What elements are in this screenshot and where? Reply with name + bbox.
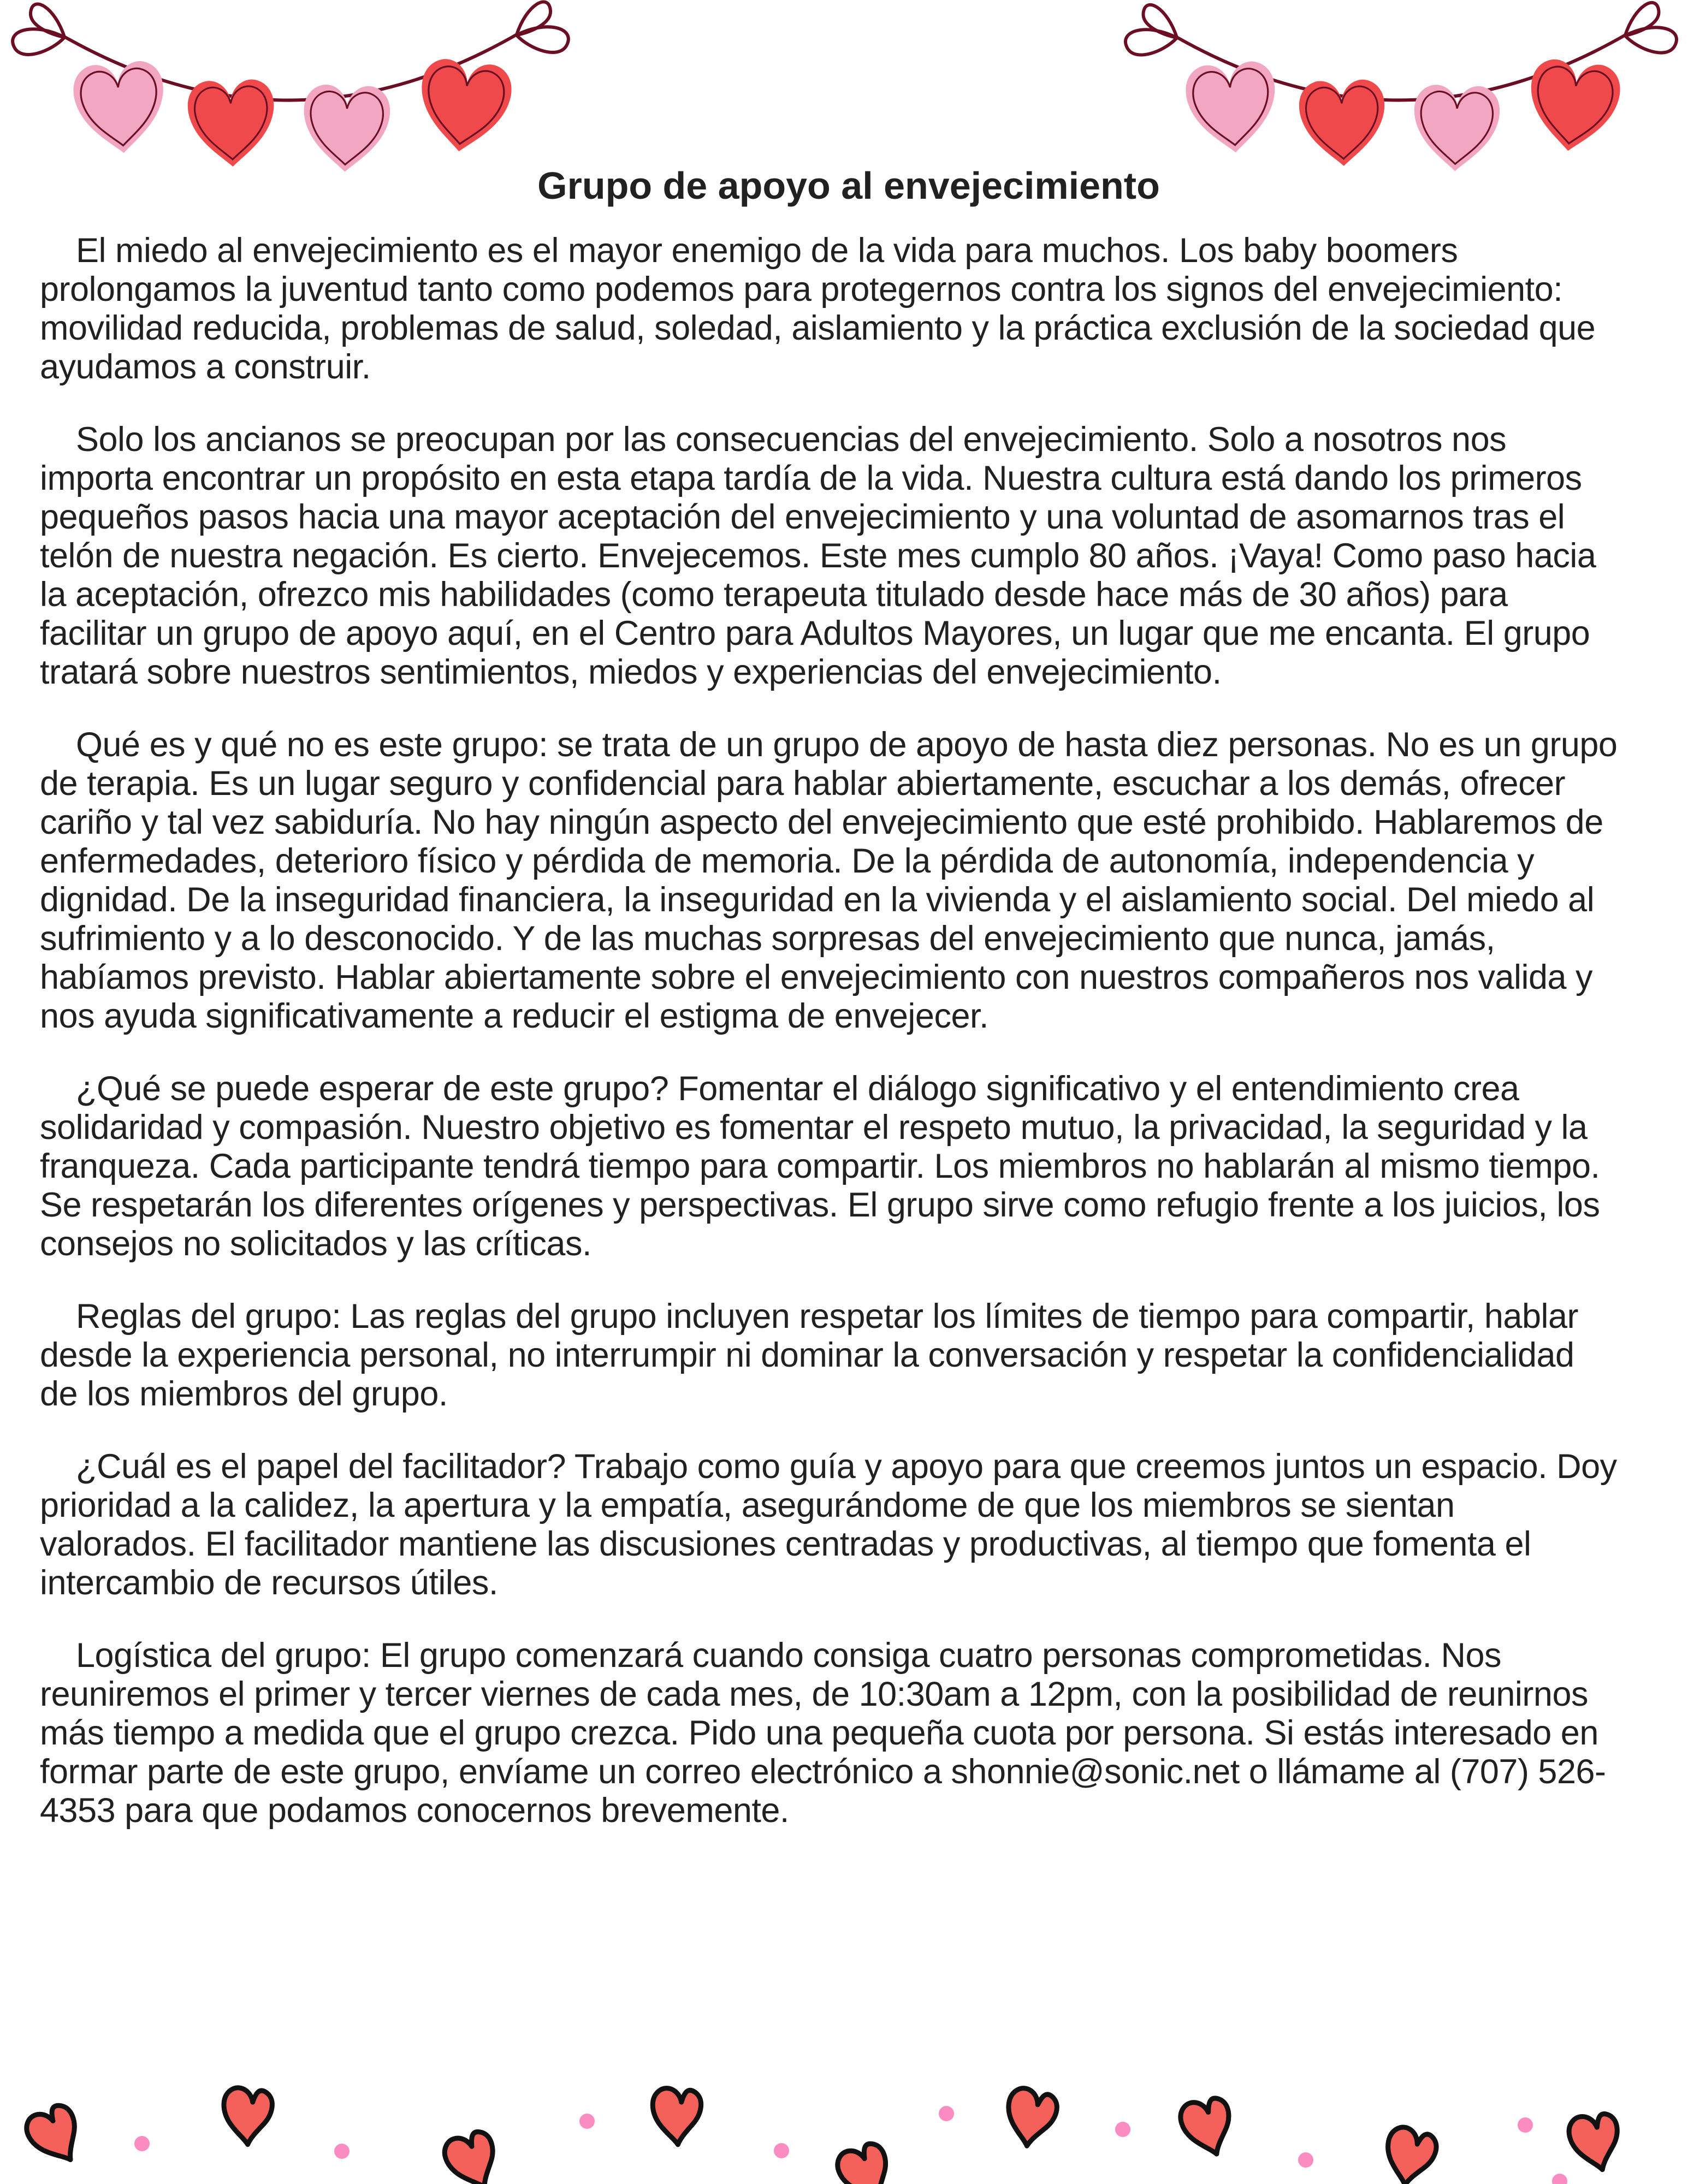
paragraph-what-group-is: Qué es y qué no es este grupo: se trata de un grupo de apoyo de hasta diez personas. No es un grupo de terapia. Es un lugar seguro y confidencial para hablar abiertamente, escuchar a los demás, ofrecer cariño y tal vez sabiduría. No hay ningún aspecto del envejecimiento que esté prohibido. Hablaremos de enfermedades, deterioro físico y pérdida de memoria. De la pérdida de autonomía, independencia y dignidad. De la inseguridad financiera, la inseguridad en la vivienda y el aislamiento social. Del miedo al sufrimiento y a lo desconocido. Y de las muchas sorpresas del envejecimiento que nunca, jamás, habíamos previsto. Hablar abiertamente sobre el envejecimiento con nuestros compañeros nos valida y nos ayuda significativamente a reducir el estigma de envejecer. xyxy=(40,726,1618,1035)
paragraph-expectations: ¿Qué se puede esperar de este grupo? Fomentar el diálogo significativo y el entendimiento crea solidaridad y compasión. Nuestro objetivo es fomentar el respeto mutuo, la privacidad, la seguridad y la franqueza. Cada participante tendrá tiempo para compartir. Los miembros no hablarán al mismo tiempo. Se respetarán los diferentes orígenes y perspectivas. El grupo sirve como refugio frente a los juicios, los consejos no solicitados y las críticas. xyxy=(40,1070,1600,1263)
heart-garland-right-icon xyxy=(1113,0,1688,188)
paragraph-facilitator-role: ¿Cuál es el papel del facilitador? Trabajo como guía y apoyo para que creemos juntos un espacio. Doy prioridad a la calidez, la apertura y la empatía, asegurándome de que los miembros se sientan valorados. El facilitador mantiene las discusiones centradas y productivas, al tiempo que fomenta el intercambio de recursos útiles. xyxy=(40,1447,1617,1602)
paragraph-acceptance: Solo los ancianos se preocupan por las consecuencias del envejecimiento. Solo a nosotros nos importa encontrar un propósito en esta etapa tardía de la vida. Nuestra cultura está dando los primeros pequeños pasos hacia una mayor aceptación del envejecimiento y una voluntad de asomarnos tras el telón de nuestra negación. Es cierto. Envejecemos. Este mes cumplo 80 años. ¡Vaya! Como paso hacia la aceptación, ofrezco mis habilidades (como terapeuta titulado desde hace más de 30 años) para facilitar un grupo de apoyo aquí, en el Centro para Adultos Mayores, un lugar que me encanta. El grupo tratará sobre nuestros sentimientos, miedos y experiencias del envejecimiento. xyxy=(40,420,1596,691)
heart-garland-left-icon xyxy=(0,0,580,188)
paragraph-group-rules: Reglas del grupo: Las reglas del grupo incluyen respetar los límites de tiempo para compartir, hablar desde la experiencia personal, no interrumpir ni dominar la conversación y respetar la confidencialidad de los miembros del grupo. xyxy=(40,1297,1579,1413)
paragraph-logistics: Logística del grupo: El grupo comenzará cuando consiga cuatro personas comprometidas. Nos reuniremos el primer y tercer viernes de cada mes, de 10:30am a 12pm, con la posibilidad de reunirnos más tiempo a medida que el grupo crezca. Pido una pequeña cuota por persona. Si estás interesado en formar parte de este grupo, envíame un correo electrónico a shonnie@sonic.net o llámame al (707) 526-4353 para que podamos conocernos brevemente. xyxy=(40,1636,1606,1830)
page-title: Grupo de apoyo al envejecimiento xyxy=(537,164,1160,207)
doodle-hearts-border-icon xyxy=(0,2064,1688,2184)
paragraph-fear-of-aging: El miedo al envejecimiento es el mayor enemigo de la vida para muchos. Los baby boomers prolongamos la juventud tanto como podemos para protegernos contra los signos del envejecimiento: movilidad reducida, problemas de salud, soledad, aislamiento y la práctica exclusión de la sociedad que ayudamos a construir. xyxy=(40,232,1596,386)
flyer-content xyxy=(40,164,1619,1864)
